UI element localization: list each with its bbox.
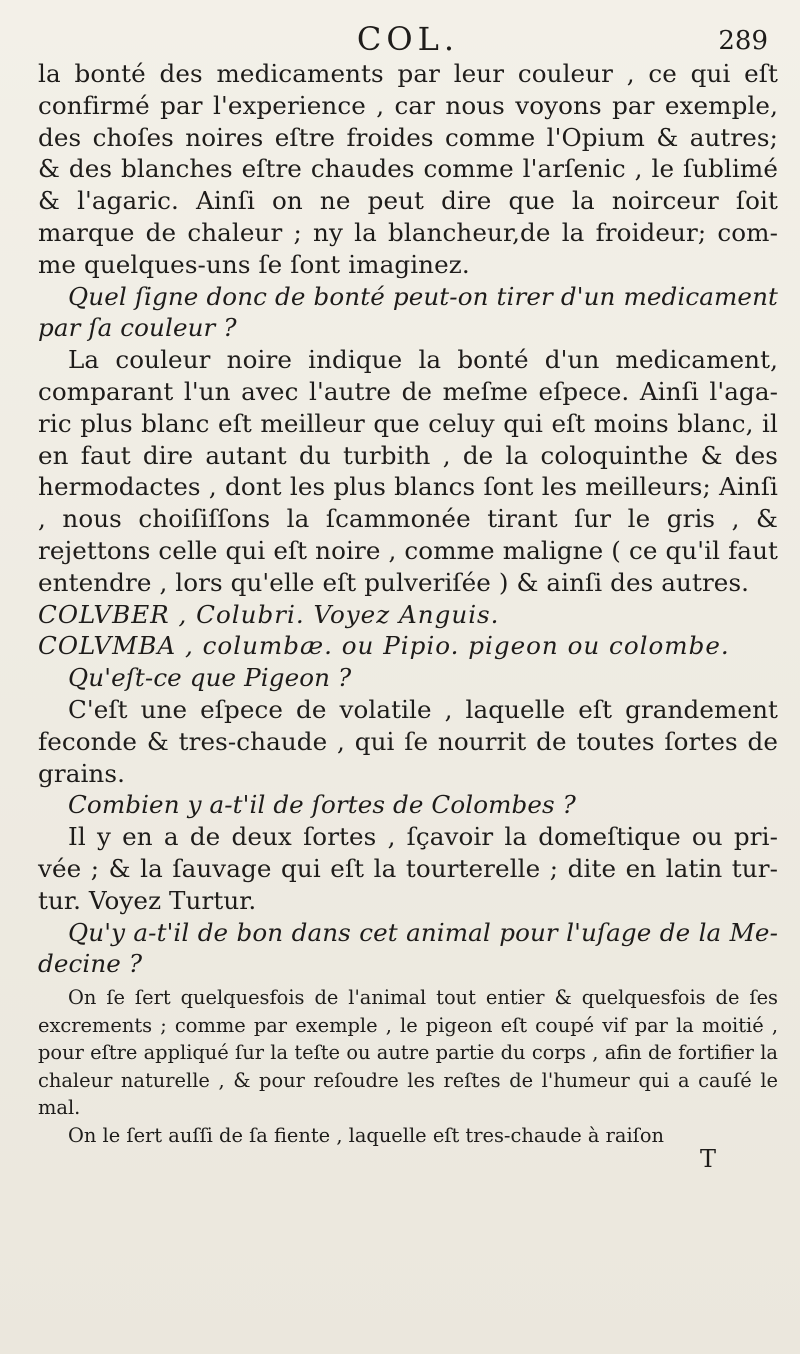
page-number: 289 [718,26,768,56]
signature-mark: T [699,1145,716,1174]
paragraph-pigeon-definition: C'eſt une eſpece de volatile , laquelle eſt grandement feconde & tres-chaude , qui ſe nourrit de toutes ſortes de grains. [38,694,778,788]
question-sign-of-goodness: Quel ſigne donc de bonté peut-on tirer d'un medicament par ſa couleur ? [38,281,778,343]
question-kinds-of-doves: Combien y a-t'il de ſortes de Colombes ? [68,790,576,820]
paragraph-color-dark-light: la bonté des medicaments par leur couleur , ce qui eſt confirmé par l'experience , car nous voyons par exemple, des choſes noires eſtre froides comme l'Opium & autres; & des blanches eſtre chaudes comme l'arſenic , le ſublimé & l'agaric. Ainſi on ne peut dire que la noirceur ſoit marque de chaleur ; ny la blancheur,de la froideur; com- me quelques-uns ſe ſont imaginez. [38,59,778,279]
page-header [38,20,778,58]
running-head: COL. [356,20,460,58]
paragraph-two-kinds: Il y en a de deux ſortes , ſçavoir la domeſtique ou pri- vée ; & la ſauvage qui eſt la tourterelle ; dite en latin tur- tur. Voyez Turtur. [38,822,778,915]
paragraph-black-color-indication: La couleur noire indique la bonté d'un medicament, comparant l'un avec l'autre de meſme eſpece. Ainſi l'aga- ric plus blanc eſt meilleur que celuy qui eſt moins blanc, il en faut dire autant du turbith , de la coloquinthe & des hermodactes , dont les plus blancs ſont les meilleurs; Ainſi , nous choiſiſſons la ſcammonée tirant ſur le gris , & rejettons celle qui eſt noire , comme maligne ( ce qu'il faut entendre , lors qu'elle eſt pulveriſée ) & ainſi des autres. [38,345,778,597]
question-medicinal-use: Qu'y a-t'il de bon dans cet animal pour l'uſage de la Me- decine ? [38,917,778,979]
entry-colvber: COLVBER , Colubri. Voyez Anguis. [38,599,500,629]
note-paragraph-whole-animal: On ſe ſert quelquesfois de l'animal tout entier & quelquesfois de ſes excrements ; comme par exemple , le pigeon eſt coupé vif par la moitié , pour eſtre appliqué ſur la teſte ou autre partie du corps , afin de fortifier la chaleur naturelle , & pour reſoudre les reſtes de l'humeur qui a cauſé le mal. [38,986,778,1120]
entry-colvmba: COLVMBA , columbæ. ou Pipio. pigeon ou colombe. [38,631,730,661]
question-what-is-pigeon: Qu'eſt-ce que Pigeon ? [68,663,352,693]
page-body [38,58,778,980]
note-paragraph-droppings: On le ſert auſſi de ſa fiente , laquelle eſt tres-chaude à raiſon [68,1123,665,1147]
page-note [38,984,778,1149]
